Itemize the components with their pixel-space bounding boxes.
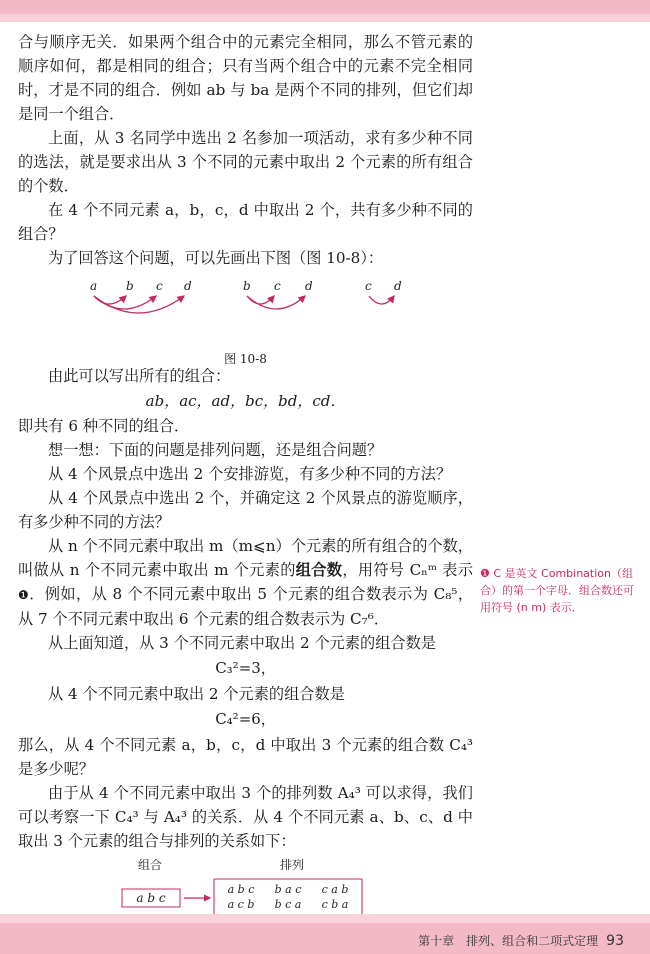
perm-cba: c b a: [321, 898, 349, 911]
fig1-label-d: d: [184, 279, 192, 293]
paragraph-9: 从 4 个风景点中选出 2 个，并确定这 2 个风景点的游览顺序，有多少种不同的方法？: [18, 489, 473, 531]
paragraph-1: 合与顺序无关．如果两个组合中的元素完全相同，那么不管元素的顺序如何，都是相同的组合；只有当两个组合中的元素不完全相同时，才是不同的组合．例如 ab 与 ba 是两个不同的排列，但它们却是同一个组合．: [18, 33, 473, 123]
term-combination-number: 组合数: [295, 561, 343, 579]
combo-abc: a b c: [136, 891, 166, 905]
page-footer: [418, 932, 624, 949]
paragraph-13: 那么，从 4 个不同元素 a，b，c，d 中取出 3 个元素的组合数 C₄³ 是多少呢？: [18, 736, 473, 778]
main-content: [18, 30, 473, 919]
perm-cab: c a b: [321, 883, 349, 896]
para10-text-a: 从 n 个不同元素中取出 m（m⩽n）个元素的所有组合的个数，叫做从 n 个不同元素中取出 m 个元素的: [18, 537, 473, 579]
top-band: [0, 0, 650, 22]
fig1-label-c3: c: [365, 279, 372, 293]
footnote-marker: ❶: [18, 588, 30, 602]
fig1-label-b2: b: [243, 279, 251, 293]
perm-bca: b c a: [274, 898, 302, 911]
figure-10-8-diagram: [18, 270, 473, 340]
fig1-label-d3: d: [394, 279, 402, 293]
figure-10-8: [18, 270, 473, 364]
para10-text-e: ．例如，从 8 个不同元素中取出 5 个元素的组合数表示为 C₈⁵，从 7 个不同元素中取出 6 个元素的组合数表示为 C₇⁶．: [18, 585, 474, 628]
paragraph-14: 由于从 4 个不同元素中取出 3 个的排列数 A₄³ 可以求得，我们可以考察一下 C₄³ 与 A₄³ 的关系．从 4 个不同元素 a、b、c、d 中取出 3 个元素的组合与排列的关系如下：: [18, 784, 473, 850]
para10-text-c: ，用符号 Cₙᵐ 表示: [342, 561, 474, 579]
paragraph-8: 从 4 个风景点中选出 2 个安排游览，有多少种不同的方法？: [48, 465, 452, 483]
page-number: 93: [606, 933, 624, 949]
perm-abc: a b c: [227, 883, 255, 896]
paragraph-3: 在 4 个不同元素 a，b，c，d 中取出 2 个，共有多少种不同的组合？: [18, 201, 473, 243]
paragraph-7: 想一想：下面的问题是排列问题，还是组合问题？: [48, 441, 383, 459]
sidenote-text: C 是英文 Combination（组合）的第一个字母．组合数还可用符号 (n m) 表示．: [480, 567, 634, 614]
fig1-label-d2: d: [305, 279, 313, 293]
sidenote: [480, 565, 638, 616]
paragraph-6: 即共有 6 种不同的组合．: [18, 417, 190, 435]
arrow-a-d: [94, 296, 184, 313]
equation-c42: C₄²=6，: [215, 710, 276, 728]
arrow-b-d: [247, 296, 305, 309]
label-permutation: 排列: [280, 858, 305, 872]
combination-permutation-figure: [18, 853, 473, 919]
combos-list: ab，ac，ad，bc，bd，cd．: [145, 392, 346, 410]
paragraph-10: [18, 534, 473, 631]
paragraph-4: 为了回答这个问题，可以先画出下图（图 10-8）：: [48, 249, 384, 267]
combination-permutation-diagram: [18, 853, 473, 919]
fig1-label-b: b: [126, 279, 134, 293]
perm-acb: a c b: [227, 898, 255, 911]
figure-caption: 图 10-8: [224, 352, 267, 366]
paragraph-12: 从 4 个不同元素中取出 2 个元素的组合数是: [48, 685, 345, 703]
paragraph-5: 由此可以写出所有的组合：: [48, 367, 231, 385]
fig1-label-c2: c: [274, 279, 281, 293]
arrow-c-d: [369, 296, 394, 304]
fig1-label-a: a: [90, 279, 98, 293]
equation-c32: C₃²=3，: [215, 659, 276, 677]
fig1-label-c: c: [156, 279, 163, 293]
perm-bac: b a c: [274, 883, 302, 896]
paragraph-2: 上面，从 3 名同学中选出 2 名参加一项活动，求有多少种不同的选法，就是要求出从 3 个不同的元素中取出 2 个元素的所有组合的个数．: [18, 129, 473, 195]
paragraph-11: 从上面知道，从 3 个不同元素中取出 2 个元素的组合数是: [48, 634, 436, 652]
sidenote-marker: ❶: [480, 567, 490, 580]
chapter-title: 第十章 排列、组合和二项式定理: [418, 934, 599, 948]
label-combination: 组合: [138, 858, 163, 872]
